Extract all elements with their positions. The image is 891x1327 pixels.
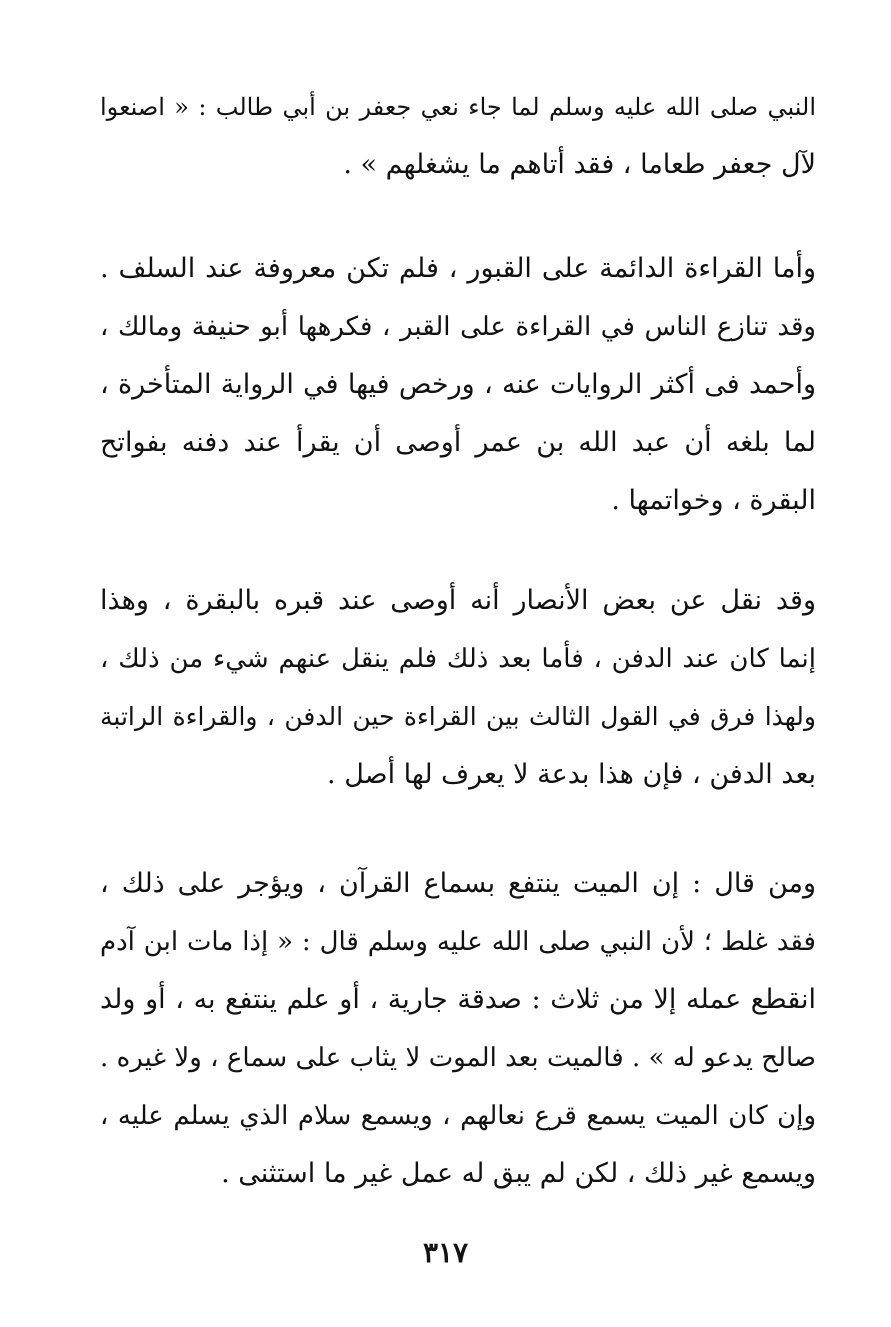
text-line: النبي صلى الله عليه وسلم لما جاء نعي جعفر بن أبي طالب : « اصنعوا (100, 93, 816, 121)
text-line: انقطع عمله إلا من ثلاث : صدقة جارية ، أو علم ينتفع به ، أو ولد (100, 984, 816, 1015)
text-line: صالح يدعو له » . فالميت بعد الموت لا يثاب على سماع ، ولا غيره . (100, 1043, 816, 1073)
text-line: وإن كان الميت يسمع قرع نعالهم ، ويسمع سلام الذي يسلم عليه ، (100, 1101, 816, 1131)
text-line: فقد غلط ؛ لأن النبي صلى الله عليه وسلم قال : « إذا مات ابن آدم (100, 927, 816, 957)
text-line: ولهذا فرق في القول الثالث بين القراءة حين الدفن ، والقراءة الراتبة (100, 702, 816, 731)
text-line: ومن قال : إن الميت ينتفع بسماع القرآن ، ويؤجر على ذلك ، (100, 868, 816, 899)
text-line: لآل جعفر طعاما ، فقد أتاهم ما يشغلهم » . (343, 149, 816, 180)
text-line: ويسمع غير ذلك ، لكن لم يبق له عمل غير ما استثنى . (221, 1158, 816, 1189)
paragraph-2 (100, 240, 816, 530)
paragraph-3 (100, 572, 816, 804)
text-line: لما بلغه أن عبد الله بن عمر أوصى أن يقرأ عند دفنه بفواتح (100, 427, 816, 458)
text-line: وأحمد فى أكثر الروايات عنه ، ورخص فيها في الرواية المتأخرة ، (100, 369, 816, 400)
text-line: وأما القراءة الدائمة على القبور ، فلم تكن معروفة عند السلف . (100, 253, 816, 284)
text-line: إنما كان عند الدفن ، فأما بعد ذلك فلم ينقل عنهم شيء من ذلك ، (100, 644, 816, 674)
paragraph-4 (100, 855, 816, 1203)
text-line: بعد الدفن ، فإن هذا بدعة لا يعرف لها أصل . (327, 759, 816, 790)
text-line: البقرة ، وخواتمها . (611, 485, 816, 516)
page-number: ٣١٧ (422, 1236, 469, 1269)
text-line: وقد تنازع الناس في القراءة على القبر ، فكرهها أبو حنيفة ومالك ، (100, 312, 816, 342)
text-line: وقد نقل عن بعض الأنصار أنه أوصى عند قبره بالبقرة ، وهذا (100, 585, 816, 616)
paragraph-1 (100, 78, 816, 194)
